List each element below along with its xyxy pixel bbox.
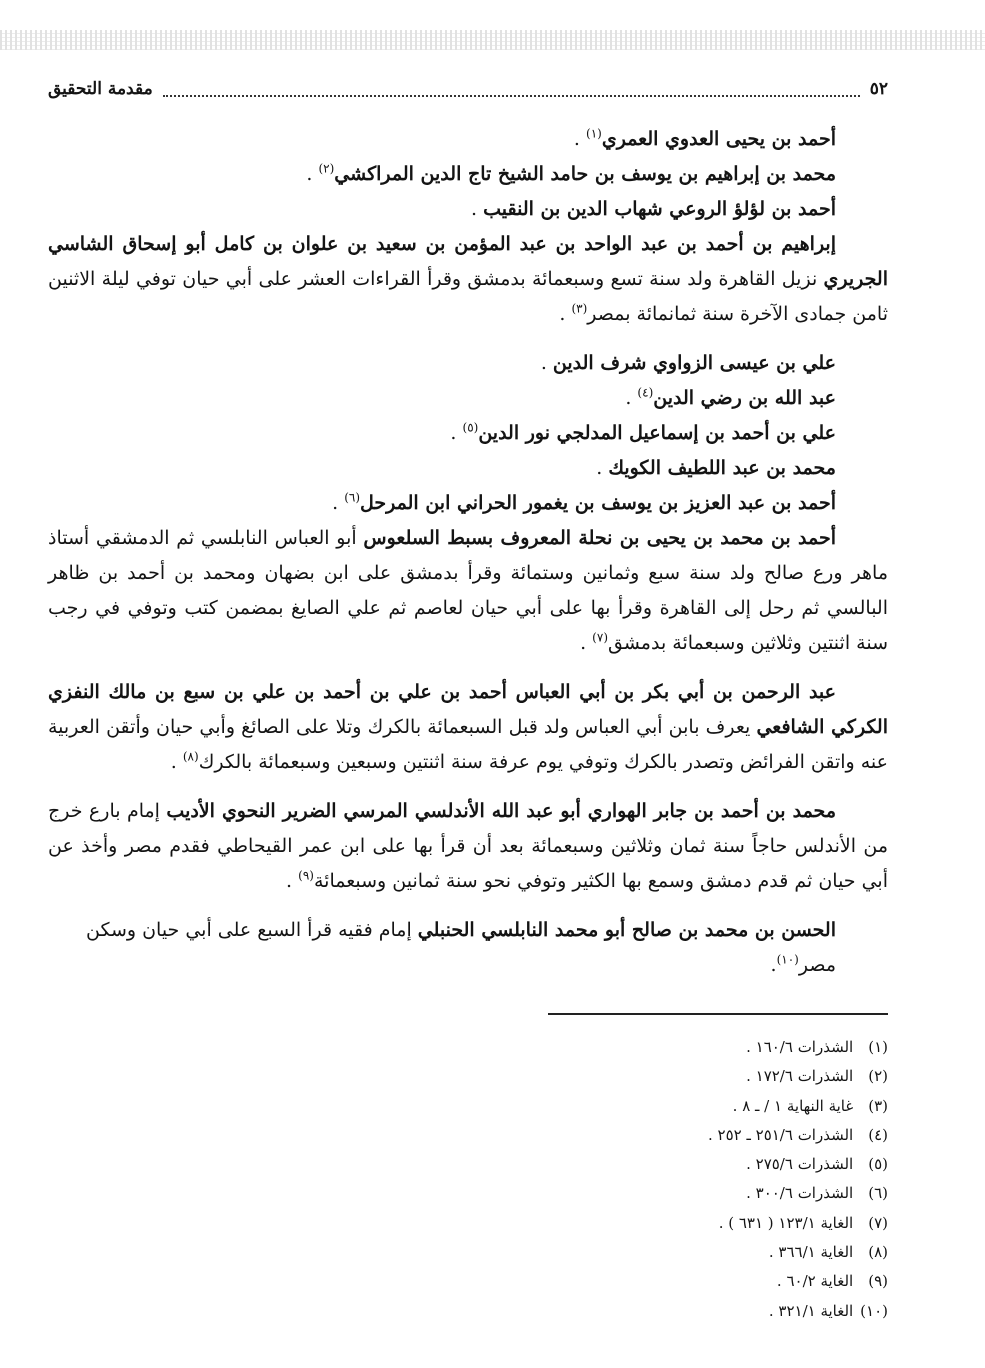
biography-list bbox=[48, 122, 888, 983]
footnote: (٨) الغاية ٣٦٦/١ . bbox=[768, 1243, 888, 1262]
footnote: (٥) الشذرات ٢٧٥/٦ . bbox=[746, 1155, 888, 1174]
entry: أحمد بن يحيى العدوي العمري$^{(١)}$ . bbox=[573, 126, 836, 150]
entry-paragraph: عبد الرحمن بن أبي بكر بن أبي العباس أحمد بن علي بن أحمد بن علي بن سبع بن مالك النفزي الكركي الشافعي يعرف بابن أبي العباس ولد قبل السبعمائة بالكرك وتلا على الصائغ وأبي حيان وأتقن العربية عنه واتقن الفرائض وتصدر بالكرك وتوفي يوم عرفة سنة اثنتين وسبعين وسبعمائة بالكرك$^{(٨)}$ . bbox=[48, 681, 888, 773]
footnote: (٩) الغاية ٦٠/٢ . bbox=[776, 1272, 888, 1291]
book-page bbox=[48, 74, 888, 1344]
entry: علي بن عيسى الزواوي شرف الدين . bbox=[540, 352, 836, 374]
page-number: ٥٢ bbox=[869, 79, 888, 99]
entry: محمد بن عبد اللطيف الكويك . bbox=[596, 457, 836, 479]
running-title: مقدمة التحقيق bbox=[48, 79, 153, 99]
footnote: (١٠) الغاية ٣٢١/١ . bbox=[768, 1301, 888, 1320]
footnote-separator bbox=[548, 1013, 888, 1015]
entry-paragraph: أحمد بن محمد بن يحيى بن نحلة المعروف بسبط السلعوس أبو العباس النابلسي ثم الدمشقي أستاذ ماهر ورع صالح ولد سنة سبع وثمانين وستمائة وقرأ بدمشق على ابن بضهان ومحمد بن أحمد بن ظاهر البالسي ثم رحل إلى القاهرة وقرأ بها على أبي حيان لعاصم ثم علي الصايغ بمضمن كتب وتوفي في رجب سنة اثنتين وثلاثين وسبعمائة بدمشق$^{(٧)}$ . bbox=[48, 527, 888, 654]
entry: أحمد بن لؤلؤ الروعي شهاب الدين بن النقيب . bbox=[471, 198, 836, 220]
entry-paragraph: محمد بن أحمد بن جابر الهواري أبو عبد الله الأندلسي المرسي الضرير النحوي الأديب إمام بارع خرج من الأندلس حاجاً سنة ثمان وثلاثين وسبعمائة بعد أن قرأ بها على ابن عمر القيحاطي فقدم مصر وأخذ عن أبي حيان ثم قدم دمشق وسمع بها الكثير وتوفي نحو سنة ثمانين وسبعمائة$^{(٩)}$ . bbox=[48, 800, 888, 892]
entry: علي بن أحمد بن إسماعيل المدلجي نور الدين$^{(٥)}$ . bbox=[450, 420, 836, 444]
entry-paragraph: إبراهيم بن أحمد بن عبد الواحد بن عبد المؤمن بن سعيد بن علوان بن كامل أبو إسحاق الشاسي الجريري نزيل القاهرة ولد سنة تسع وسبعمائة بدمشق وقرأ القراءات العشر على أبي حيان توفي ليلة الاثنين ثامن جمادى الآخرة سنة ثمانمائة بمصر$^{(٣)}$ . bbox=[48, 233, 888, 325]
running-header bbox=[48, 74, 888, 104]
entry: أحمد بن عبد العزيز بن يوسف بن يغمور الحراني ابن المرحل$^{(٦)}$ . bbox=[332, 490, 836, 514]
entry-paragraph: الحسن بن محمد بن صالح أبو محمد النابلسي الحنبلي إمام فقيه قرأ السبع على أبي حيان وسكن مصر$^{(١٠)}$. bbox=[85, 919, 836, 976]
footnote: (٢) الشذرات ١٧٢/٦ . bbox=[746, 1067, 888, 1086]
header-leader-dots bbox=[163, 81, 860, 97]
footnotes bbox=[48, 1033, 888, 1326]
footnote: (٤) الشذرات ٢٥١/٦ ـ ٢٥٢ . bbox=[707, 1125, 888, 1144]
footnote: (٧) الغاية ١٢٣/١ ( ٦٣١ ) . bbox=[718, 1213, 888, 1232]
footnote: (١) الشذرات ١٦٠/٦ . bbox=[746, 1038, 888, 1056]
footnote: (٦) الشذرات ٣٠٠/٦ . bbox=[746, 1184, 888, 1203]
scanned-decorative-border bbox=[0, 30, 985, 50]
entry: عبد الله بن رضي الدين$^{(٤)}$ . bbox=[625, 385, 836, 409]
entry: محمد بن إبراهيم بن يوسف بن حامد الشيخ تاج الدين المراكشي$^{(٢)}$ . bbox=[306, 161, 836, 185]
footnote: (٣) غاية النهاية ١ / ـ ٨ . bbox=[732, 1096, 888, 1115]
